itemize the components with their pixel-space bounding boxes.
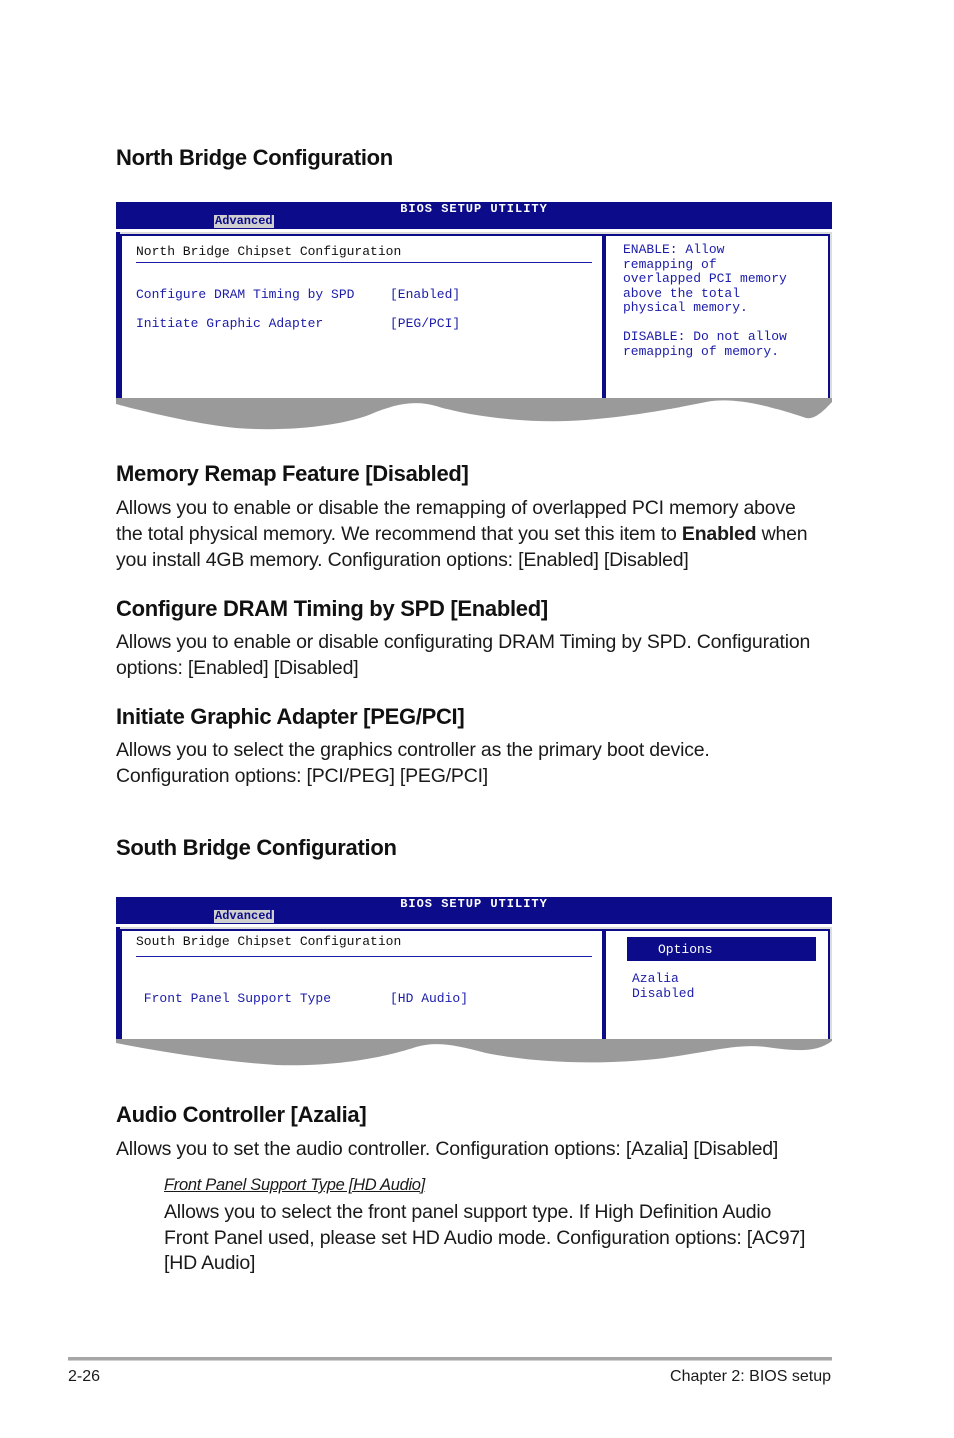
bios-item-audio-controller[interactable]: Audio Controller (136, 976, 261, 991)
front-panel-sub-heading: Front Panel Support Type [HD Audio] (164, 1176, 425, 1194)
memory-remap-line-1: Allows you to enable or disable the remapping of overlapped PCI memory above (116, 497, 796, 519)
help-line-1: ENABLE: Allow (623, 242, 725, 257)
graphic-adapter-line-1: Allows you to select the graphics controller as the primary boot device. (116, 739, 710, 761)
bios-item-front-panel-value[interactable]: [HD Audio] (390, 991, 469, 1006)
front-panel-line-3: [HD Audio] (164, 1252, 256, 1274)
south-bridge-heading: South Bridge Configuration (116, 835, 397, 860)
memory-remap-line-3: you install 4GB memory. Configuration options: [Enabled] [Disabled] (116, 549, 689, 571)
graphic-adapter-heading: Initiate Graphic Adapter [PEG/PCI] (116, 704, 465, 729)
help-line-7: DISABLE: Do not allow (623, 329, 787, 344)
option-disabled[interactable]: Disabled (632, 986, 695, 1001)
bios-item-graphic-adapter-value[interactable]: [PEG/PCI] (390, 316, 461, 331)
option-azalia[interactable]: Azalia (632, 971, 679, 986)
torn-edge-graphic (116, 398, 832, 434)
bios-item-audio-controller-value[interactable]: [Azalia] (390, 976, 453, 991)
enabled-emphasis: Enabled (681, 523, 757, 545)
north-bios-screenshot (116, 202, 832, 432)
help-line-3: overlapped PCI memory (623, 271, 787, 286)
bios-tab-advanced[interactable]: Advanced (215, 214, 273, 228)
south-bios-screenshot (116, 897, 832, 1069)
options-popup-title-bar (627, 937, 816, 961)
dram-timing-heading: Configure DRAM Timing by SPD [Enabled] (116, 596, 548, 621)
audio-controller-text: Allows you to set the audio controller. Configuration options: [Azalia] [Disabled] (116, 1138, 779, 1160)
help-line-5: physical memory. (623, 300, 748, 315)
memory-remap-line-2-text: the total physical memory. We recommend that you set this item to (116, 523, 682, 545)
panel-header-rule (136, 956, 592, 957)
bios-item-front-panel[interactable]: Front Panel Support Type (136, 991, 332, 1006)
chapter-label: Chapter 2: BIOS setup (670, 1368, 831, 1385)
page-number: 2-26 (68, 1368, 101, 1385)
help-line-2: remapping of (623, 256, 717, 272)
bios-main-pane (120, 234, 604, 409)
bios-item-graphic-adapter[interactable]: Initiate Graphic Adapter (136, 316, 324, 331)
help-line-4: above the total (623, 285, 741, 301)
memory-remap-heading: Memory Remap Feature [Disabled] (116, 461, 469, 486)
memory-remap-line-2 (116, 521, 807, 547)
bios-item-memory-remap-value[interactable]: [Disabled] (390, 273, 469, 288)
help-line-8: remapping of memory. (623, 343, 780, 359)
bios-item-memory-remap[interactable]: Memory Remap Feature (136, 273, 293, 288)
graphic-adapter-line-2: Configuration options: [PCI/PEG] [PEG/PCI] (116, 765, 489, 787)
footer-rule-shadow (68, 1360, 832, 1361)
audio-controller-heading: Audio Controller [Azalia] (116, 1102, 367, 1127)
torn-edge-graphic (116, 1039, 832, 1069)
bios-tab-advanced[interactable]: Advanced (215, 909, 273, 923)
bios-options-pane (604, 929, 830, 1057)
bios-title: BIOS SETUP UTILITY (400, 202, 548, 216)
bios-main-pane (120, 929, 604, 1057)
north-bridge-heading: North Bridge Configuration (116, 145, 393, 170)
memory-remap-line-2-tail: when (756, 523, 808, 545)
panel-header-rule (136, 262, 592, 263)
options-title: Options (658, 942, 713, 957)
bios-title: BIOS SETUP UTILITY (400, 897, 548, 911)
panel-header: North Bridge Chipset Configuration (136, 244, 402, 259)
front-panel-line-2: Front Panel used, please set HD Audio mode. Configuration options: [AC97] (164, 1227, 806, 1249)
dram-timing-line-1: Allows you to enable or disable configurating DRAM Timing by SPD. Configuration (116, 631, 811, 653)
bios-item-dram-timing-value[interactable]: [Enabled] (390, 287, 461, 302)
bios-item-dram-timing[interactable]: Configure DRAM Timing by SPD (136, 287, 355, 302)
panel-header: South Bridge Chipset Configuration (136, 934, 402, 949)
bios-help-pane (604, 234, 830, 409)
front-panel-line-1: Allows you to select the front panel support type. If High Definition Audio (164, 1201, 772, 1223)
dram-timing-line-2: options: [Enabled] [Disabled] (116, 657, 359, 679)
